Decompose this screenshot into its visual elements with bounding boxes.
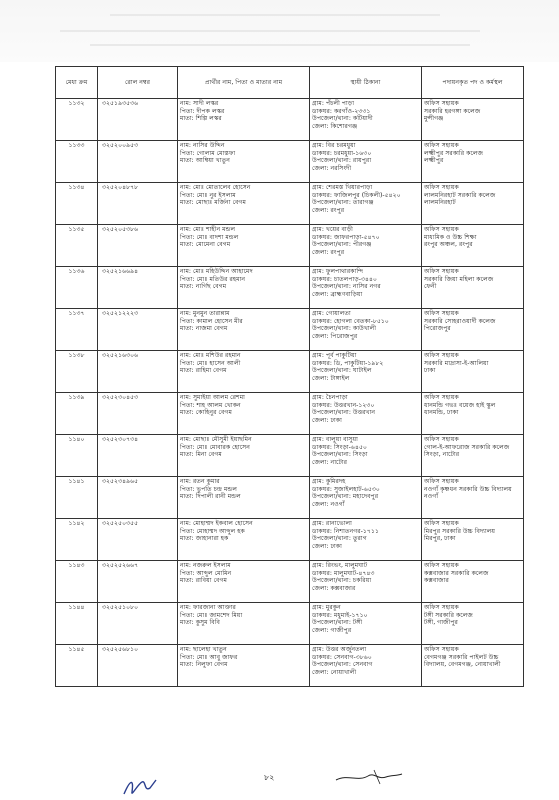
candidate-name-cell-line: পিতা: মোঃ মতিউর রহমান xyxy=(180,275,246,283)
address-cell-line: গ্রাম: পঁচলী পাড়া xyxy=(312,100,355,107)
posting-cell-line: ঢাকা xyxy=(424,367,436,375)
posting-cell xyxy=(422,561,524,603)
address-cell-line: ডাকঘর: ডি, পাকুটিয়া-১৯৮২ xyxy=(312,359,384,367)
address-cell-line: ডাকঘর: নিশাতনগর-১৭১১ xyxy=(312,527,379,535)
table-row xyxy=(56,645,524,687)
posting-cell xyxy=(422,351,524,393)
table-row xyxy=(56,99,524,141)
candidate-name-cell-line: মাতা: দিপালী রানী মন্ডল xyxy=(180,493,241,501)
candidate-name-cell-line: মাতা: নাজমা বেগম xyxy=(180,325,228,333)
page-footer xyxy=(0,760,559,800)
posting-cell-line: অফিস সহায়ক xyxy=(424,478,459,485)
candidate-name-cell xyxy=(178,141,310,183)
candidate-name-cell xyxy=(178,519,310,561)
address-cell-line: ডাকঘর: সুজাইলহাট-৬৫৩০ xyxy=(312,485,380,493)
candidate-name-cell-line: পিতা: শাহ আলম খোকন xyxy=(180,401,241,409)
posting-cell-line: বিদ্যালয়, বেগমগঞ্জ, নোয়াখালী xyxy=(424,661,501,669)
posting-cell-line: কক্সবাজার xyxy=(424,577,449,585)
address-cell-line: উপজেলা/থানা: সেনবাগ xyxy=(312,661,373,669)
col-roll-header: রোল নম্বর xyxy=(98,67,178,99)
posting-cell-line: রংপুর অঞ্চল, রংপুর xyxy=(424,241,473,249)
address-cell xyxy=(310,99,422,141)
posting-cell xyxy=(422,645,524,687)
officer-signature xyxy=(334,768,404,788)
col-address-header: স্থায়ী ঠিকানা xyxy=(310,67,422,99)
col-serial-header: মেধা ক্রম xyxy=(56,67,98,99)
posting-cell-line: অফিস সহায়ক xyxy=(424,520,459,527)
address-cell-line: উপজেলা/থানা: টঙ্গী xyxy=(312,619,363,627)
candidate-name-cell xyxy=(178,393,310,435)
address-cell xyxy=(310,477,422,519)
posting-cell-line: লালমনিরহাট সরকারি কলেজ xyxy=(424,191,496,199)
candidate-name-cell-line: মাতা: রাবিয়া বেগম xyxy=(180,577,227,585)
candidate-name-cell-line: মাতা: মোছাঃ মর্জিনা বেগম xyxy=(180,199,246,207)
address-cell-line: গ্রাম: মুরকুন xyxy=(312,604,341,611)
initial-signature xyxy=(120,774,160,800)
posting-cell-line: অফিস সহায়ক xyxy=(424,352,459,359)
posting-cell xyxy=(422,309,524,351)
roll-cell: ৩২৫২৩০৪৫৩ xyxy=(98,393,178,435)
candidate-name-cell-line: নাম: মোছাঃ মৌসুমী ইয়াছমিন xyxy=(180,436,252,443)
address-cell-line: উপজেলা/থানা: ঘাটাইল xyxy=(312,367,372,375)
table-row xyxy=(56,309,524,351)
address-cell-line: গ্রাম: চৈনপাড়া xyxy=(312,394,348,401)
posting-cell xyxy=(422,519,524,561)
posting-cell xyxy=(422,603,524,645)
candidate-name-cell-line: নাম: মুনমুন তারান্নাম xyxy=(180,310,230,317)
roll-cell: ৩২৫২০৪৮৭৮ xyxy=(98,183,178,225)
address-cell-line: জেলা: রংপুর xyxy=(312,206,345,214)
address-cell-line: ডাকঘর: হোগলা বেতকা-৮৫১০ xyxy=(312,317,389,325)
candidate-name-cell-line: নাম: সুমাইয়া আলম রেশমা xyxy=(180,394,245,401)
candidate-name-cell-line: নাম: মোহাম্মদ ইকবাল হোসেন xyxy=(180,520,253,527)
posting-cell-line: ধানমন্ডি গভঃ বয়েজ হাই স্কুল xyxy=(424,401,496,409)
address-cell-line: গ্রাম: পূর্ব পাকুটিয়া xyxy=(312,352,357,359)
roll-cell: ৩২৫২৫২৬৬৭ xyxy=(98,561,178,603)
address-cell xyxy=(310,225,422,267)
posting-cell-line: ফেনী xyxy=(424,283,437,291)
address-cell xyxy=(310,183,422,225)
candidate-name-cell-line: নাম: মোঃ মশিউর রহমান xyxy=(180,352,241,359)
posting-cell-line: অফিস সহায়ক xyxy=(424,142,459,149)
candidate-name-cell-line: নাম: সাদী লস্কর xyxy=(180,100,219,107)
posting-cell-line: অফিস সহায়ক xyxy=(424,604,459,611)
address-cell-line: গ্রাম: বির চরমধুয়া xyxy=(312,142,356,149)
posting-cell-line: সরকারি হরগঙ্গা কলেজ xyxy=(424,107,481,115)
candidate-name-cell-line: পিতা: গোলাম মোস্তফা xyxy=(180,149,236,157)
roll-cell: ৩২৫২৫০৩৫৫ xyxy=(98,519,178,561)
posting-cell-line: লালমনিরহাট xyxy=(424,199,456,207)
candidate-name-cell xyxy=(178,351,310,393)
address-cell-line: উপজেলা/থানা: সিংড়া xyxy=(312,451,368,459)
address-cell-line: জেলা: নওগাঁ xyxy=(312,500,345,508)
address-cell-line: গ্রাম: খয়ের বাড়ী xyxy=(312,226,353,233)
candidate-name-cell-line: নাম: নাসির উদ্দিন xyxy=(180,142,225,149)
address-cell-line: ডাকঘর: চরমধুয়া-১৬৩০ xyxy=(312,149,372,157)
address-cell-line: উপজেলা/থানা: তুরাগ xyxy=(312,535,367,543)
candidate-name-cell-line: পিতা: মোঃ মোবারক হোসেন xyxy=(180,443,250,451)
table-row xyxy=(56,435,524,477)
candidate-name-cell xyxy=(178,603,310,645)
candidate-name-cell xyxy=(178,435,310,477)
posting-cell xyxy=(422,267,524,309)
roll-cell: ৩২৫২১২২২৩ xyxy=(98,309,178,351)
candidate-name-cell-line: মাতা: কুসুম বিবি xyxy=(180,619,220,627)
address-cell-line: জেলা: ব্রাহ্মণবাড়িয়া xyxy=(312,290,363,298)
posting-cell-line: অফিস সহায়ক xyxy=(424,226,459,233)
candidate-name-cell-line: নাম: মোঃ মোতালেব হোসেন xyxy=(180,184,251,191)
roll-cell: ৩২৫২৫১০৮০ xyxy=(98,603,178,645)
posting-cell-line: কক্সবাজার সরকারি কলেজ xyxy=(424,569,489,577)
candidate-name-cell xyxy=(178,309,310,351)
table-row xyxy=(56,183,524,225)
address-cell-line: জেলা: কিশোরগঞ্জ xyxy=(312,122,358,130)
posting-cell-line: অফিস সহায়ক xyxy=(424,646,459,653)
posting-cell-line: সরকারি জিয়া মহিলা কলেজ xyxy=(424,275,494,283)
address-cell-line: উপজেলা/থানা: মহাদেবপুর xyxy=(312,493,379,501)
candidate-name-cell-line: নাম: মোঃ মহিউদ্দিন আহামেদ xyxy=(180,268,253,275)
address-cell-line: গ্রাম: উত্তর অর্জুনতলা xyxy=(312,646,367,653)
candidate-name-cell-line: মাতা: জাহানারা হক xyxy=(180,535,229,543)
address-cell-line: ডাকঘর: ফাজিলপুর (চিকলী)-৫৪২০ xyxy=(312,191,401,199)
posting-cell-line: মুন্সীগঞ্জ xyxy=(424,115,444,123)
serial-cell: ১১৪৫ xyxy=(56,645,98,687)
candidate-name-cell xyxy=(178,267,310,309)
address-cell xyxy=(310,435,422,477)
posting-cell-line: অফিস সহায়ক xyxy=(424,184,459,191)
serial-cell: ১১৩৩ xyxy=(56,141,98,183)
table-row xyxy=(56,477,524,519)
posting-cell-line: সরকারি সোহরাওয়ার্দী কলেজ xyxy=(424,317,496,325)
address-cell-line: ডাকঘর: মালুমঘাট-৪৭৪৩ xyxy=(312,569,375,577)
posting-cell-line: গোল-ই-আফরোজ সরকারি কলেজ xyxy=(424,443,510,451)
candidate-name-cell-line: মাতা: আম্বিয়া খাতুন xyxy=(180,157,230,165)
table-row xyxy=(56,393,524,435)
table-row xyxy=(56,141,524,183)
address-cell-line: ডাকঘর: চাতলপাড়-৩৪৪০ xyxy=(312,275,378,283)
posting-cell-line: টঙ্গী সরকারি কলেজ xyxy=(424,611,473,619)
serial-cell: ১১৪০ xyxy=(56,435,98,477)
address-cell-line: জেলা: নরসিংদী xyxy=(312,164,352,172)
address-cell-line: জেলা: পিরোজপুর xyxy=(312,332,358,340)
address-cell-line: গ্রাম: শেরমস্ত খিয়ারপাড়া xyxy=(312,184,373,191)
roll-cell: ৩২৫২৩৪৯৬৫ xyxy=(98,477,178,519)
candidate-name-cell-line: মাতা: শিল্পি লস্কর xyxy=(180,115,222,123)
candidate-name-cell xyxy=(178,183,310,225)
candidate-name-cell-line: পিতা: আব্দুল মোমিন xyxy=(180,569,232,577)
candidate-name-cell-line: নাম: ফারজানা আক্তার xyxy=(180,604,236,611)
candidate-name-cell-line: পিতা: মোহাম্মদ আব্দুল হক xyxy=(180,527,245,535)
serial-cell: ১১৪৩ xyxy=(56,561,98,603)
posting-cell-line: লক্ষ্মীপুর xyxy=(424,157,444,165)
address-cell-line: গ্রাম: কুমিরদহ xyxy=(312,478,346,485)
posting-cell-line: অফিস সহায়ক xyxy=(424,562,459,569)
address-cell-line: গ্রাম: রিংভং, মালুমঘাট xyxy=(312,562,368,569)
candidate-name-cell xyxy=(178,561,310,603)
address-cell-line: উপজেলা/থানা: রায়পুরা xyxy=(312,157,372,165)
posting-cell xyxy=(422,183,524,225)
address-cell-line: জেলা: গাজীপুর xyxy=(312,626,352,634)
address-cell xyxy=(310,267,422,309)
address-cell-line: উপজেলা/থানা: নাসির নগর xyxy=(312,283,381,291)
address-cell-line: জেলা: টাঙ্গাইল xyxy=(312,374,350,382)
candidate-name-cell-line: মাতা: মোমেনা বেগম xyxy=(180,241,231,249)
serial-cell: ১১৪৪ xyxy=(56,603,98,645)
candidate-name-cell-line: পিতা: মোঃ বাদশা মন্ডল xyxy=(180,233,239,241)
address-cell xyxy=(310,645,422,687)
address-cell xyxy=(310,561,422,603)
posting-cell-line: অফিস সহায়ক xyxy=(424,310,459,317)
table-row xyxy=(56,267,524,309)
candidate-name-cell-line: মাতা: নার্গিছ বেগম xyxy=(180,283,227,291)
candidate-name-cell-line: নাম: নজরুল ইসলাম xyxy=(180,562,231,569)
address-cell-line: উপজেলা/থানা: উত্তরখান xyxy=(312,409,376,417)
bleed-through-header xyxy=(0,0,559,62)
table-row xyxy=(56,519,524,561)
posting-cell xyxy=(422,393,524,435)
candidate-name-cell xyxy=(178,99,310,141)
address-cell-line: গ্রাম: ফুলপাথারকান্দি xyxy=(312,268,364,275)
table-row xyxy=(56,603,524,645)
address-cell-line: ডাকঘর: জাফরপাড়া-৫৪৭০ xyxy=(312,233,380,241)
roll-cell: ৩২৫২১৬৩০৬ xyxy=(98,351,178,393)
serial-cell: ১১৩৪ xyxy=(56,183,98,225)
candidate-name-cell-line: পিতা: মোঃ নুর ইসলাম xyxy=(180,191,236,199)
page-number: ৮২ xyxy=(264,773,275,782)
posting-cell xyxy=(422,435,524,477)
posting-cell-line: মিরপুর, ঢাকা xyxy=(424,535,456,543)
address-cell-line: ডাকঘর: উত্তরখান-১২৩০ xyxy=(312,401,375,409)
address-cell-line: গ্রাম: বালুয়া বাসুয়া xyxy=(312,436,358,443)
candidate-name-cell-line: মাতা: মিনা বেগম xyxy=(180,451,222,459)
address-cell xyxy=(310,141,422,183)
posting-cell-line: অফিস সহায়ক xyxy=(424,436,459,443)
serial-cell: ১১৪২ xyxy=(56,519,98,561)
posting-cell-line: নওগাঁ কৃষ্ণধন সরকারি উচ্চ বিদ্যালয় xyxy=(424,485,512,493)
address-cell-line: জেলা: নাটোর xyxy=(312,458,348,466)
candidate-name-cell-line: পিতা: কামাল হোসেন মীর xyxy=(180,317,243,325)
candidate-name-cell-line: পিতা: মোঃ আবু জাফর xyxy=(180,653,238,661)
posting-cell xyxy=(422,141,524,183)
candidate-name-cell-line: মাতা: নিলুফা বেগম xyxy=(180,661,228,669)
roll-cell: ৩২৫২০০৯৫৩ xyxy=(98,141,178,183)
address-cell-line: জেলা: নোয়াখালী xyxy=(312,668,357,676)
posting-cell-line: অফিস সহায়ক xyxy=(424,268,459,275)
posting-cell-line: লক্ষ্মীপুর সরকারি কলেজ xyxy=(424,149,484,157)
posting-cell xyxy=(422,477,524,519)
serial-cell: ১১৩৯ xyxy=(56,393,98,435)
roll-cell: ৩২৫২১৬৬৯৪ xyxy=(98,267,178,309)
serial-cell: ১১৩২ xyxy=(56,99,98,141)
address-cell-line: জেলা: ঢাকা xyxy=(312,542,342,550)
address-cell-line: ডাকঘর: করগাঁও-২৩৩১ xyxy=(312,107,371,115)
candidate-name-cell xyxy=(178,645,310,687)
address-cell-line: উপজেলা/থানা: কটিয়াদী xyxy=(312,115,373,123)
address-cell-line: উপজেলা/থানা: তারাগঞ্জ xyxy=(312,199,374,207)
table-row xyxy=(56,561,524,603)
posting-cell-line: সরকারি মাদ্রাসা-ই-আলিয়া xyxy=(424,359,489,367)
posting-cell-line: সিংড়া, নাটোর xyxy=(424,451,460,459)
candidate-name-cell-line: মাতা: রাহিমা বেগম xyxy=(180,367,227,375)
address-cell-line: উপজেলা/থানা: চকরিয়া xyxy=(312,577,372,585)
address-cell xyxy=(310,393,422,435)
address-cell-line: গ্রাম: গোয়ালতা xyxy=(312,310,351,317)
serial-cell: ১১৩৫ xyxy=(56,225,98,267)
serial-cell: ১১৩৮ xyxy=(56,351,98,393)
posting-cell-line: মিরপুর সরকারি উচ্চ বিদ্যালয় xyxy=(424,527,495,535)
roll-cell: ৩২৫১৯৩৫৩৬ xyxy=(98,99,178,141)
address-cell xyxy=(310,309,422,351)
roll-cell: ৩২৫২৩০৭৩৪ xyxy=(98,435,178,477)
address-cell-line: জেলা: কক্সবাজার xyxy=(312,584,356,592)
address-cell-line: ডাকঘর: সেনবাগ-৩৮৬০ xyxy=(312,653,372,661)
appointment-table xyxy=(55,66,524,687)
posting-cell-line: অফিস সহায়ক xyxy=(424,394,459,401)
address-cell-line: উপজেলা/থানা: কাউখালী xyxy=(312,325,377,333)
address-cell xyxy=(310,351,422,393)
table-header-row xyxy=(56,67,524,99)
col-post-header: পদায়নকৃত পদ ও কর্মস্থল xyxy=(422,67,524,99)
table-row xyxy=(56,351,524,393)
address-cell-line: গ্রাম: রানাভোলা xyxy=(312,520,352,527)
candidate-name-cell-line: পিতা: মোঃ হাসেন আলী xyxy=(180,359,241,367)
candidate-name-cell xyxy=(178,225,310,267)
serial-cell: ১১৩৭ xyxy=(56,309,98,351)
roll-cell: ৩২৫২০৫৩৮৬ xyxy=(98,225,178,267)
posting-cell-line: বেগমগঞ্জ সরকারি পাইলট উচ্চ xyxy=(424,653,499,661)
roll-cell: ৩২৫২৫৬৮১০ xyxy=(98,645,178,687)
address-cell-line: ডাকঘর: সিংড়া-৬৪৫০ xyxy=(312,443,367,451)
candidate-name-cell-line: নাম: মোঃ শাহীন মন্ডল xyxy=(180,226,236,233)
candidate-name-cell-line: পিতা: ভুপতি চন্দ্র মন্ডল xyxy=(180,485,237,493)
candidate-name-cell-line: নাম: রতন কুমার xyxy=(180,478,220,485)
candidate-name-cell-line: পিতা: দীপক লস্কর xyxy=(180,107,225,115)
address-cell xyxy=(310,519,422,561)
candidate-name-cell-line: মাতা: কোহিনুর বেগম xyxy=(180,409,232,417)
posting-cell-line: পিরোজপুর xyxy=(424,325,451,333)
address-cell-line: জেলা: ঢাকা xyxy=(312,416,342,424)
posting-cell-line: টঙ্গী, গাজীপুর xyxy=(424,619,458,627)
posting-cell-line: নওগাঁ xyxy=(424,493,439,501)
serial-cell: ১১৪১ xyxy=(56,477,98,519)
col-name-header: প্রার্থীর নাম, পিতা ও মাতার নাম xyxy=(178,67,310,99)
address-cell-line: জেলা: রংপুর xyxy=(312,248,345,256)
posting-cell-line: ধানমন্ডি, ঢাকা xyxy=(424,409,459,417)
serial-cell: ১১৩৬ xyxy=(56,267,98,309)
candidate-name-cell-line: নাম: ছালেহা খাতুন xyxy=(180,646,227,653)
address-cell xyxy=(310,603,422,645)
candidate-name-cell-line: পিতা: মোঃ জামশেদ মিয়া xyxy=(180,611,243,619)
table-row xyxy=(56,225,524,267)
posting-cell-line: অফিস সহায়ক xyxy=(424,100,459,107)
candidate-name-cell xyxy=(178,477,310,519)
address-cell-line: উপজেলা/থানা: পীরগঞ্জ xyxy=(312,241,372,249)
address-cell-line: ডাকঘর: মধুমাই-১৭১০ xyxy=(312,611,368,619)
posting-cell-line: মাধ্যমিক ও উচ্চ শিক্ষা xyxy=(424,233,477,241)
posting-cell xyxy=(422,99,524,141)
posting-cell xyxy=(422,225,524,267)
